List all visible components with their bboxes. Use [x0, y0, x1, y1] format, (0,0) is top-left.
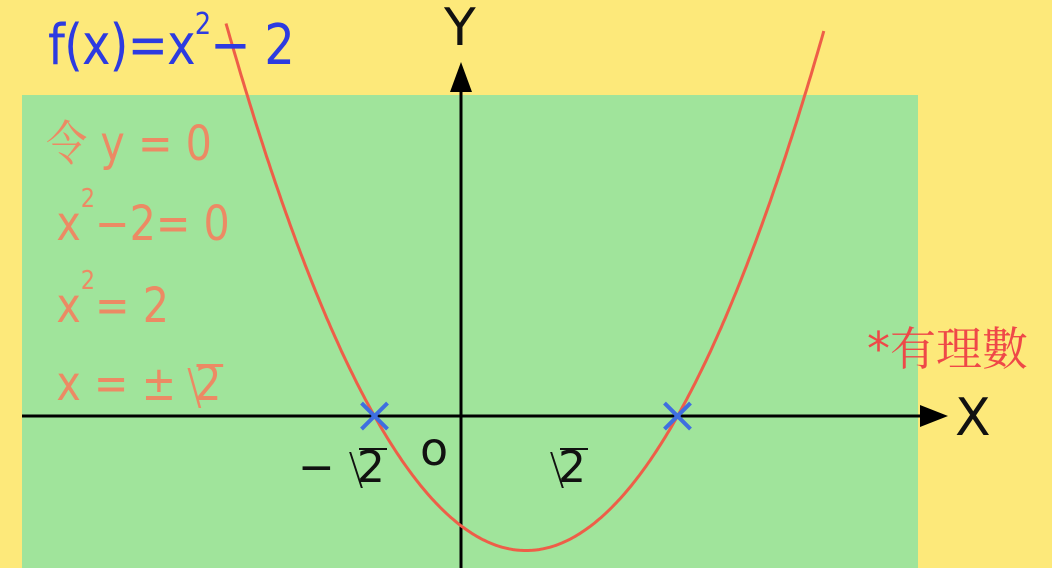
x-axis-label: X: [955, 388, 991, 448]
y-axis-arrow: [450, 62, 472, 92]
root-label-positive: 2: [536, 446, 586, 490]
step-square-equals: $x^2= 2$: [56, 266, 169, 334]
function-title: $f(x)=x^2- 2$: [48, 7, 295, 78]
origin-label: o: [420, 422, 449, 476]
sqrt-symbol: 2: [176, 360, 221, 408]
step-set-y-zero: 令 y = 0: [46, 116, 212, 172]
y-axis-label: Y: [444, 0, 476, 58]
root-label-negative: − 2: [298, 442, 385, 493]
x-axis-arrow: [920, 405, 948, 427]
step-equation: $x^2-2= 0$: [56, 184, 230, 252]
rational-note: *有理數: [867, 322, 1028, 376]
step-solution: x = ± 2: [56, 356, 222, 412]
